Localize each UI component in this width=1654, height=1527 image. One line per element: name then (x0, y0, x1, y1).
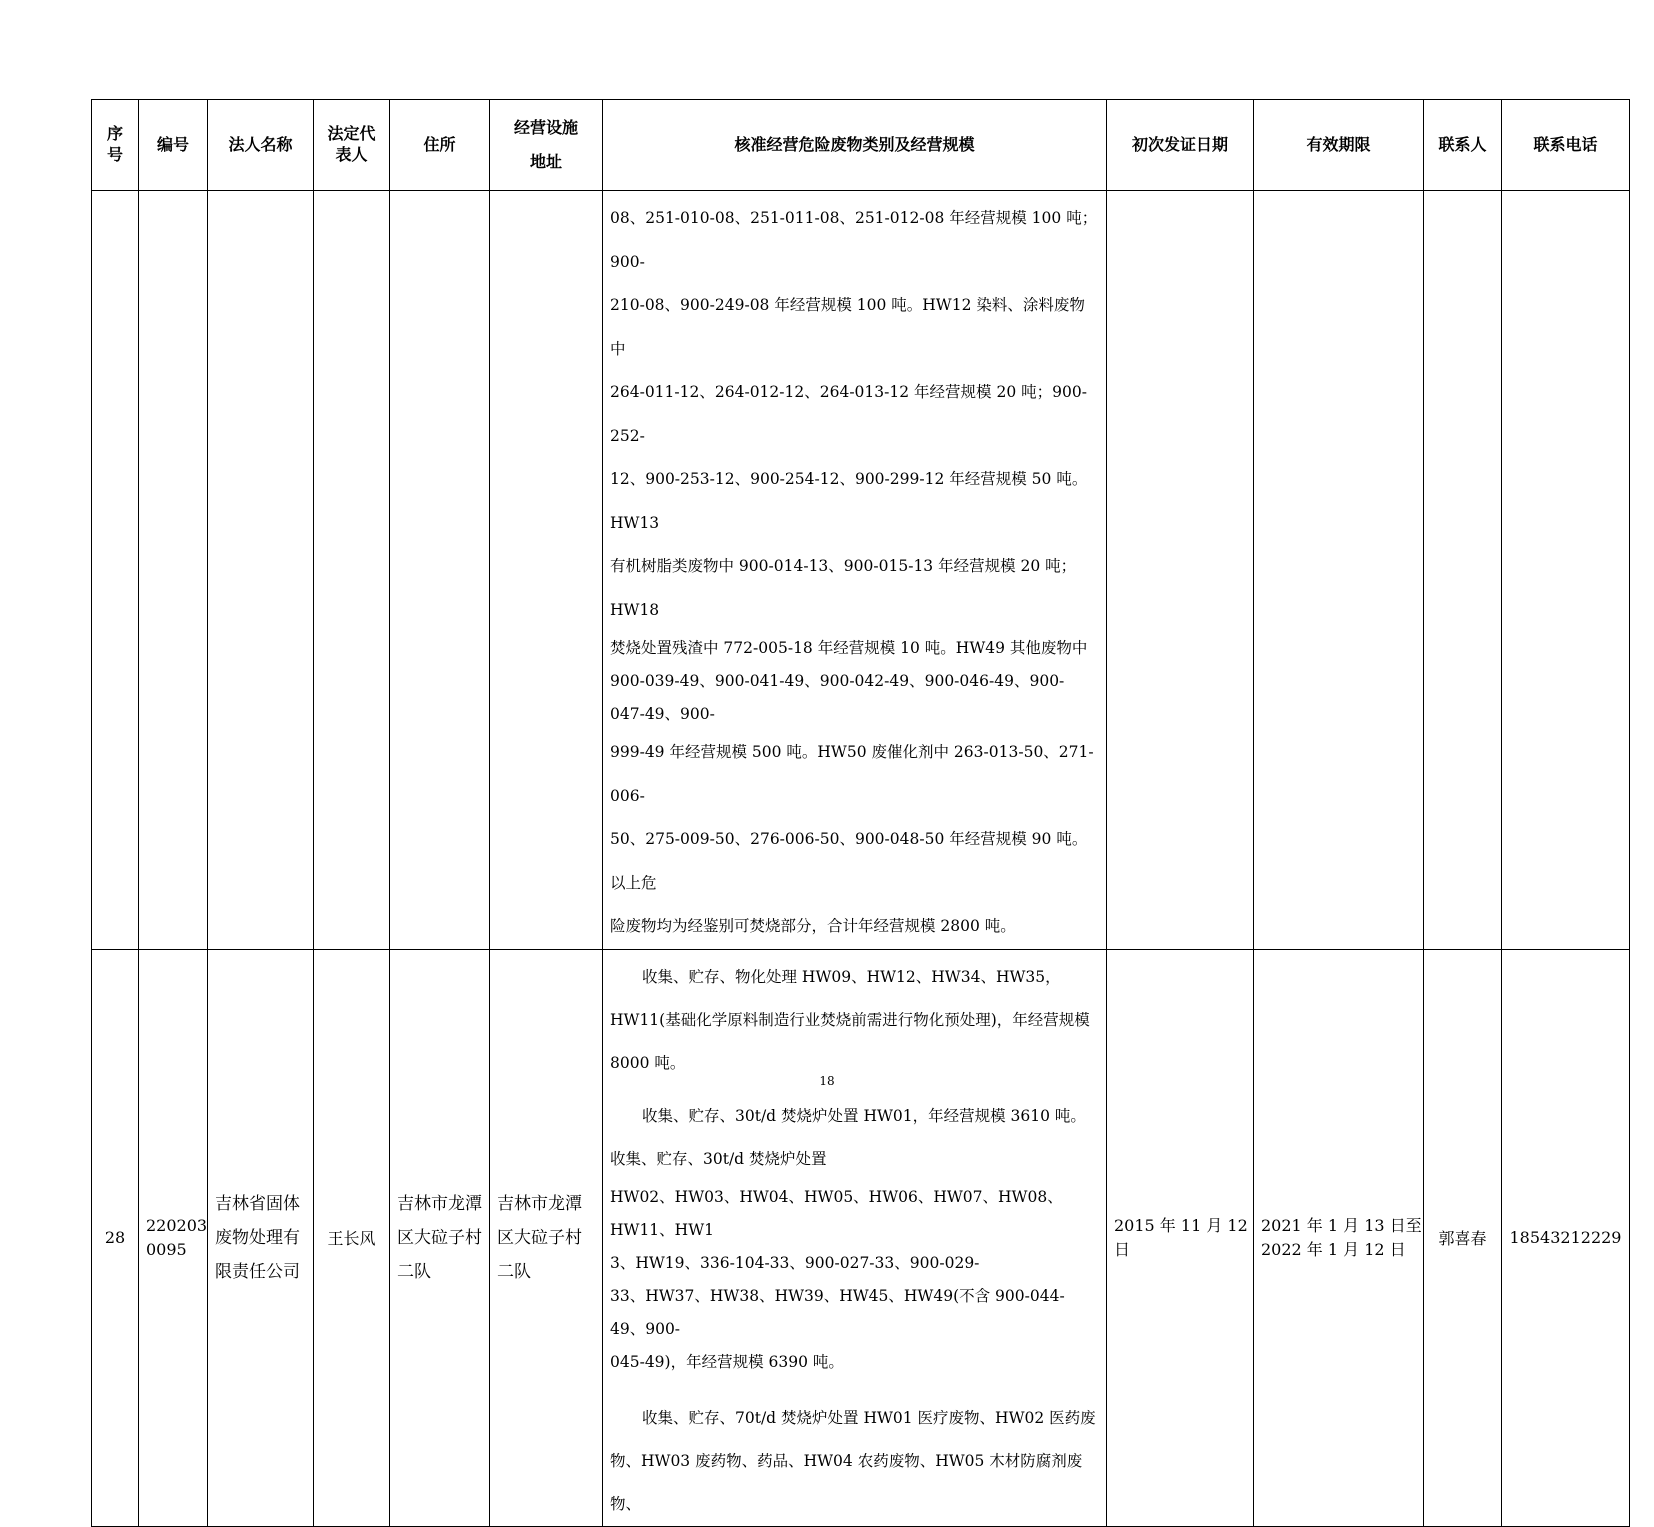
row-address: 吉林市龙潭 区大砬子村 二队 (390, 949, 490, 1526)
scope-block-2: 收集、贮存、30t/d 焚烧炉处置 HW01，年经营规模 3610 吨。收集、贮存、30t/d 焚烧炉处置 (610, 1106, 1086, 1168)
header-code: 编号 (139, 100, 208, 191)
header-seq: 序 号 (92, 100, 139, 191)
header-first-date: 初次发证日期 (1107, 100, 1254, 191)
table-row (92, 191, 1630, 950)
table-row (92, 949, 1630, 1526)
header-company: 法人名称 (208, 100, 314, 191)
row-facility: 吉林市龙潭 区大砬子村 二队 (490, 949, 603, 1526)
table-header-row (92, 100, 1630, 191)
row-code: 220203 0095 (139, 949, 208, 1526)
header-rep: 法定代 表人 (314, 100, 390, 191)
scope-continued: 08、251-010-08、251-011-08、251-012-08 年经营规模 100 吨；900- 210-08、900-249-08 年经营规模 100 吨。HW12 染料、涂料废物中 264-011-12、264-012-12、264-013-12 年经营规模 20 吨；900-252- 12、900-253-12、900-254-12、900-299-12 年经营规模 50 吨。HW13 有机树脂类废物中 900-014-13、900-015-13 年经营规模 20 吨；HW18 焚烧处置残渣中 772-005-18 年经营规模 10 吨。HW49 其他废物中 900-039-49、900-041-49、900-042-49、900-046-49、900-047-49、900- 999-49 年经营规模 500 吨。HW50 废催化剂中 263-013-50、271-006- 50、275-009-50、276-006-50、900-048-50 年经营规模 90 吨。以上危 险废物均为经鉴别可焚烧部分，合计年经营规模 2800 吨。 (603, 191, 1107, 950)
header-scope: 核准经营危险废物类别及经营规模 (603, 100, 1107, 191)
row-first-date: 2015 年 11 月 12 日 (1107, 949, 1254, 1526)
row-validity: 2021 年 1 月 13 日至 2022 年 1 月 12 日 (1254, 949, 1424, 1526)
row-rep: 王长风 (314, 949, 390, 1526)
row-company: 吉林省固体 废物处理有 限责任公司 (208, 949, 314, 1526)
header-facility: 经营设施 地址 (490, 100, 603, 191)
header-validity: 有效期限 (1254, 100, 1424, 191)
row-scope: 收集、贮存、物化处理 HW09、HW12、HW34、HW35，HW11(基础化学原料制造行业焚烧前需进行物化预处理)，年经营规模 8000 吨。 收集、贮存、30t/d 焚烧炉处置 HW01，年经营规模 3610 吨。收集、贮存、30t/d 焚烧炉处置 HW02、HW03、HW04、HW05、HW06、HW07、HW08、HW11、HW1 3、HW19、336-104-33、900-027-33、900-029- 33、HW37、HW38、HW39、HW45、HW49(不含 900-044-49、900- 045-49)，年经营规模 6390 吨。 收集、贮存、70t/d 焚烧炉处置 HW01 医疗废物、HW02 医药废物、HW03 废药物、药品、HW04 农药废物、HW05 木材防腐剂废物、 (603, 949, 1107, 1526)
row-phone: 18543212229 (1502, 949, 1630, 1526)
page-number: 18 (819, 1074, 835, 1088)
scope-block-3: 收集、贮存、70t/d 焚烧炉处置 HW01 医疗废物、HW02 医药废物、HW03 废药物、药品、HW04 农药废物、HW05 木材防腐剂废物、 (610, 1408, 1096, 1513)
row-seq: 28 (92, 949, 139, 1526)
scope-block-1: 收集、贮存、物化处理 HW09、HW12、HW34、HW35，HW11(基础化学原料制造行业焚烧前需进行物化预处理)，年经营规模 8000 吨。 (610, 967, 1090, 1072)
row-contact: 郭喜春 (1424, 949, 1502, 1526)
permit-table (91, 99, 1630, 1527)
header-phone: 联系电话 (1502, 100, 1630, 191)
header-address: 住所 (390, 100, 490, 191)
header-contact: 联系人 (1424, 100, 1502, 191)
